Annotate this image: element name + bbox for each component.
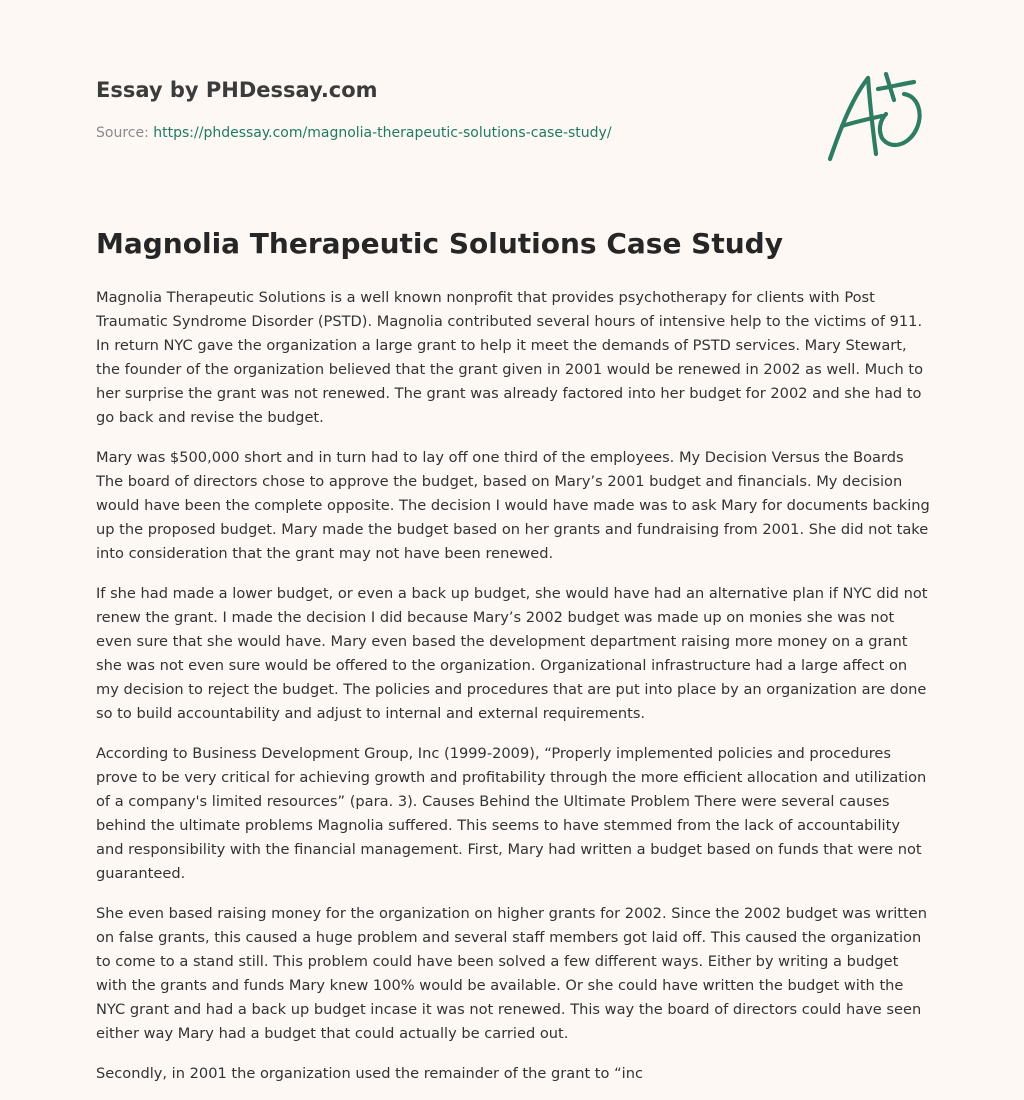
article-title: Magnolia Therapeutic Solutions Case Study [96, 227, 783, 260]
source-line [96, 123, 736, 143]
source-label: Source: [96, 125, 154, 141]
article-paragraph: Mary was $500,000 short and in turn had to lay off one third of the employees. My Decision Versus the Boards The board of directors chose to approve the budget, based on Mary’s 2001 budget and financials. My decision would have been the complete opposite. The decision I would have made was to ask Mary for documents backing up the proposed budget. Mary made the budget based on her grants and fundraising from 2001. She did not take into consideration that the grant may not have been renewed. [96, 449, 930, 562]
source-link[interactable]: https://phdessay.com/magnolia-therapeutic-solutions-case-study/ [153, 125, 612, 141]
essay-header [96, 76, 736, 143]
brand-name: Essay by PHDessay.com [96, 78, 378, 102]
article-paragraph: Secondly, in 2001 the organization used the remainder of the grant to “inc [96, 1065, 643, 1082]
article-body [96, 286, 932, 1100]
article-paragraph: According to Business Development Group, Inc (1999-2009), “Properly implemented policies and procedures prove to be very critical for achieving growth and profitability through the more efficient allocation and utilization of a company's limited resources” (para. 3). Causes Behind the Ultimate Problem There were several causes behind the ultimate problems Magnolia suffered. This seems to have stemmed from the lack of accountability and responsibility with the financial management. First, Mary had written a budget based on funds that were not guaranteed. [96, 745, 927, 882]
article-paragraph: If she had made a lower budget, or even a back up budget, she would have had an alternative plan if NYC did not renew the grant. I made the decision I did because Mary’s 2002 budget was made up on monies she was not even sure that she would have. Mary even based the development department raising more money on a grant she was not even sure would be offered to the organization. Organizational infrastructure had a large affect on my decision to reject the budget. The policies and procedures that are put into place by an organization are done so to build accountability and adjust to internal and external requirements. [96, 585, 928, 722]
a-plus-logo-icon [820, 66, 930, 166]
article-paragraph: Magnolia Therapeutic Solutions is a well known nonprofit that provides psychotherapy for clients with Post Traumatic Syndrome Disorder (PSTD). Magnolia contributed several hours of intensive help to the victims of 911. In return NYC gave the organization a large grant to help it meet the demands of PSTD services. Mary Stewart, the founder of the organization believed that the grant given in 2001 would be renewed in 2002 as well. Much to her surprise the grant was not renewed. The grant was already factored into her budget for 2002 and she had to go back and revise the budget. [96, 289, 924, 426]
article-paragraph: She even based raising money for the organization on higher grants for 2002. Since the 2002 budget was written on false grants, this caused a huge problem and several staff members got laid off. This caused the organization to come to a stand still. This problem could have been solved a few different ways. Either by writing a budget with the grants and funds Mary knew 100% would be available. Or she could have written the budget with the NYC grant and had a back up budget incase it was not renewed. This way the board of directors could have seen either way Mary had a budget that could actually be carried out. [96, 905, 927, 1042]
